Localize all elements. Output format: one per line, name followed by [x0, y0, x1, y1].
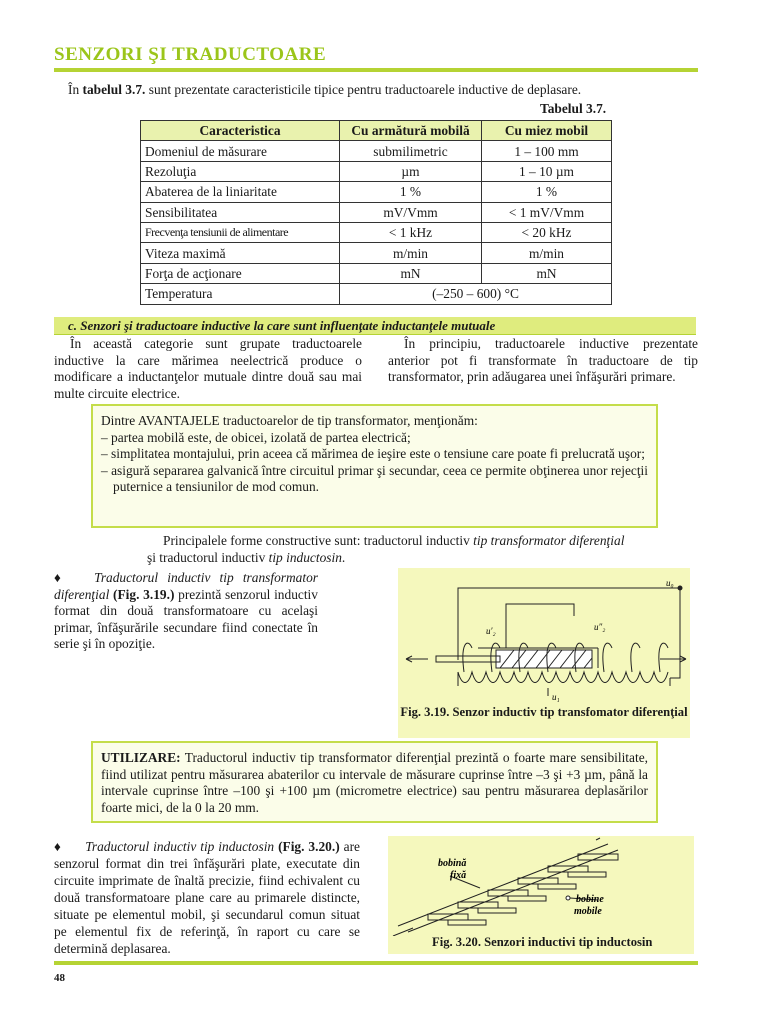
table-row — [141, 182, 612, 202]
table-cell: m/min — [482, 243, 612, 263]
label-u2-double-prime: u″₂ — [594, 622, 606, 632]
figure-reference: (Fig. 3.19.) — [113, 586, 175, 602]
table-cell: m/min — [340, 243, 482, 263]
label-u0: u₀ — [666, 578, 674, 588]
inductosin-text: ♦ Traductorul inductiv tip inductosin (Fig. 3.20.) are senzorul format din trei înfăşurări plate, executate din circuite imprimate de înaltă precizie, fiind echivalent cu două transformatoare plane care au primarele distincte, situate pe elementul mobil, şi secundarul comun situat pe elementul fix de referinţă, în raport cu care se determină deplasarea. — [54, 839, 360, 956]
table-cell: 1 % — [340, 182, 482, 202]
table-header-cell: Cu miez mobil — [482, 121, 612, 141]
table-row — [141, 141, 612, 161]
advantages-box — [91, 404, 658, 528]
differential-transformer-text: ♦ Traductorul inductiv tip transformator diferenţial (Fig. 3.19.) prezintă senzorul inductiv format din două transformatoare cu acelaşi primar, înfăşurările secundare fiind conectate în serie şi în opoziţie. — [54, 570, 318, 651]
bullet-icon: ♦ — [54, 570, 67, 585]
table-cell: 1 – 10 µm — [482, 161, 612, 181]
table-cell: submilimetric — [340, 141, 482, 161]
label-fixed-coil-2: fixă — [450, 870, 467, 881]
bullet-icon: ♦ — [54, 839, 62, 854]
table-cell: mN — [340, 263, 482, 283]
label-fixed-coil: bobină — [438, 858, 467, 869]
page-number: 48 — [54, 972, 65, 984]
table-cell: mV/Vmm — [340, 202, 482, 222]
table-cell: Frecvenţa tensiunii de alimentare — [141, 222, 340, 242]
table-row — [141, 222, 612, 242]
advantages-intro: Dintre AVANTAJELE traductoarelor de tip transformator, menţionăm: — [101, 413, 478, 428]
table-header-row — [141, 121, 612, 141]
table-row — [141, 243, 612, 263]
utilization-box: UTILIZARE: Traductorul inductiv tip transformator diferenţial prezintă o foarte mare sensibilitate, fiind utilizat pentru măsurarea abaterilor cu intervale de măsurare cuprinse între –3 şi +3 µm, până la intervale cuprinse între –100 şi +100 µm (micrometre electrice) sau pentru măsurarea deplasărilor foarte mici, de la 0 la 20 mm. — [91, 741, 658, 823]
table-cell: 1 % — [482, 182, 612, 202]
table-caption: Tabelul 3.7. — [540, 101, 607, 116]
table-cell: 1 – 100 mm — [482, 141, 612, 161]
table-cell: mN — [482, 263, 612, 283]
label-mobile-coils-2: mobile — [574, 906, 602, 917]
table-cell-merged: (–250 – 600) °C — [340, 284, 612, 304]
chapter-title: SENZORI ŞI TRADUCTOARE — [54, 44, 327, 65]
figure-caption-3-19: Fig. 3.19. Senzor inductiv tip transfomator diferenţial — [400, 705, 688, 719]
table-cell: µm — [340, 161, 482, 181]
figure-caption-3-20: Fig. 3.20. Senzori inductivi tip inductosin — [432, 935, 653, 949]
table-cell: Sensibilitatea — [141, 202, 340, 222]
table-row — [141, 263, 612, 283]
advantage-item: – asigură separarea galvanică între circuitul primar şi secundar, ceea ce permite obţinerea unor rejecţii puternice a tensiunilor de mod comun. — [101, 462, 648, 494]
table-cell: < 20 kHz — [482, 222, 612, 242]
table-header-cell: Caracteristica — [141, 121, 340, 141]
footer-rule — [54, 961, 698, 965]
constructive-forms-text: Principalele forme constructive sunt: traductorul inductiv tip transformator diferenţial şi traductorul inductiv tip inductosin. — [147, 533, 625, 565]
intro-text: În tabelul 3.7. sunt prezentate caracteristicile tipice pentru traductoarele inductive de deplasare. — [68, 82, 582, 97]
paragraph-right: În principiu, traductoarele inductive prezentate anterior pot fi transformate în traductoare de tip transformator, prin adăugarea unei înfăşurări primare. — [388, 336, 698, 384]
table-cell: Rezoluţia — [141, 161, 340, 181]
advantage-item: – simplitatea montajului, prin aceea că mărimea de ieşire este o tensiune care poate fi prelucrată uşor; — [101, 446, 645, 461]
table-reference: tabelul 3.7. — [82, 82, 146, 97]
table-cell: < 1 kHz — [340, 222, 482, 242]
characteristics-table — [140, 120, 612, 305]
table-row — [141, 284, 612, 304]
table-cell: Temperatura — [141, 284, 340, 304]
table-cell: Viteza maximă — [141, 243, 340, 263]
table-row — [141, 161, 612, 181]
inductosin-diagram — [388, 836, 694, 936]
utilization-label: UTILIZARE: — [101, 750, 181, 765]
section-heading: c. Senzori şi traductoare inductive la care sunt influenţate inductanţele mutuale — [68, 318, 496, 333]
table-cell: Forţa de acţionare — [141, 263, 340, 283]
table-row — [141, 202, 612, 222]
table-cell: Abaterea de la liniaritate — [141, 182, 340, 202]
table-cell: < 1 mV/Vmm — [482, 202, 612, 222]
table-header-cell: Cu armătură mobilă — [340, 121, 482, 141]
label-mobile-coils: bobine — [576, 894, 604, 905]
label-u2-prime: u′₂ — [486, 626, 496, 636]
paragraph-left: În această categorie sunt grupate traductoarele inductive la care mărimea neelectrică produce o modificare a inductanţelor mutuale dintre două sau mai multe circuite electrice. — [54, 336, 362, 401]
figure-reference: (Fig. 3.20.) — [278, 839, 340, 854]
table-cell: Domeniul de măsurare — [141, 141, 340, 161]
advantage-item: – partea mobilă este, de obicei, izolată de partea electrică; — [101, 429, 411, 445]
title-underline — [54, 68, 698, 72]
label-u1: u₁ — [552, 692, 560, 702]
